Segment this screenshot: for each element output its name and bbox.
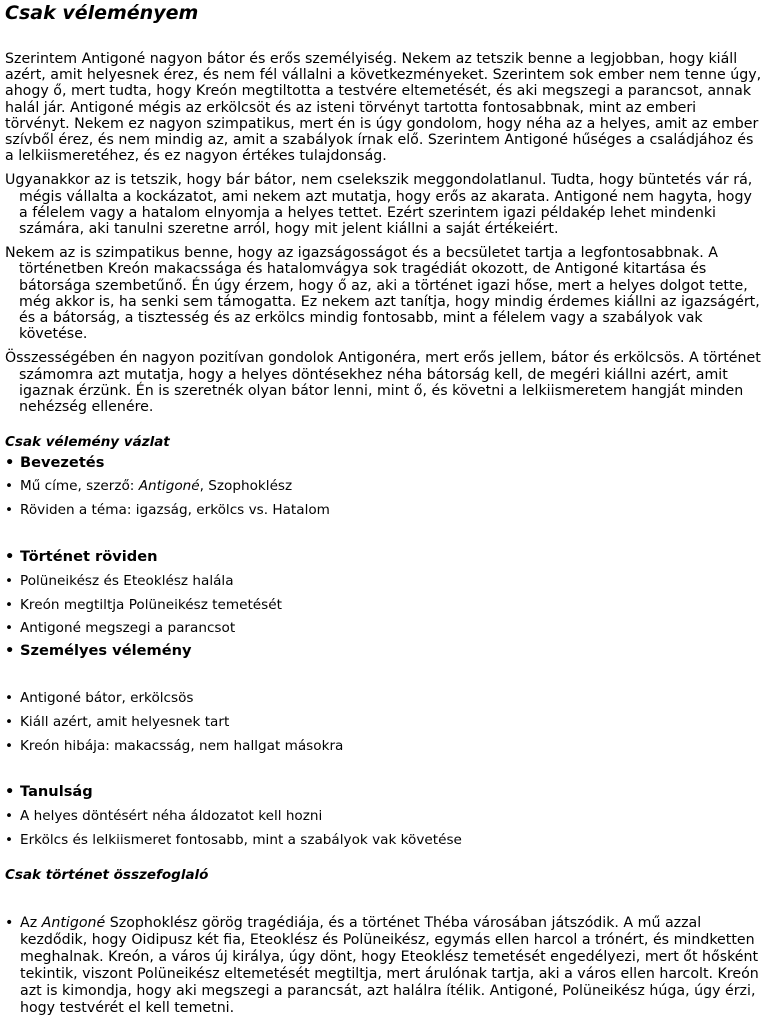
bullet-icon: • <box>5 808 14 824</box>
outline-item-label: Kiáll azért, amit helyesnek tart <box>20 714 230 730</box>
outline-item-label: Antigoné megszegi a parancsot <box>20 620 236 636</box>
outline-item-work <box>20 477 292 495</box>
summary-work-title: Antigoné <box>41 915 106 931</box>
bullet-icon: • <box>5 690 14 706</box>
summary-body: Szophoklész görög tragédiája, és a történet Thébа városában játszódik. A mű azzal kezdődik, hogy Oidipusz két fia, Eteoklész és Polüneikész, egymás ellen harcol a trónért, és mindketten meghalnak. Kreón, a város új királya, úgy dönt, hogy Eteoklész temetését engedélyezi, mert őt hősként tekintik, viszont Polüneikész eltemetését megtiltja, mert árulónak tartja, aki a város ellen harcolt. Kreón azt is kimondja, hogy aki megszegi a parancsát, azt halálra ítélik. Antigoné, Polüneikész húga, úgy érzi, hogy testvérét el kell temetni. <box>20 915 759 1016</box>
essay-paragraph: Ugyanakkor az is tetszik, hogy bár bátor, nem cselekszik meggondolatlanul. Tudta, hogy büntetés vár rá, mégis vállalta a kockázatot, ami nekem azt mutatja, hogy erős az akarata. Antigoné nem hagyta, hogy a félelem vagy a hatalom elnyomja a helyes tettet. Ezért szerintem igazi példakép lehet mindenki számára, aki tanulni szeretne arról, hogy mit jelent kiállni a saját értékeiért. <box>5 172 753 238</box>
bullet-icon: • <box>5 783 15 800</box>
bullet-icon: • <box>5 597 14 613</box>
outline-item-label: Röviden a téma: igazság, erkölcs vs. Hatalom <box>20 502 330 518</box>
bullet-icon: • <box>5 620 14 636</box>
page-title: Csak véleményem <box>5 2 199 24</box>
work-prefix: Mű címe, szerző: <box>20 478 139 494</box>
summary-text <box>20 915 763 1017</box>
bullet-icon: • <box>5 454 15 471</box>
bullet-icon: • <box>5 478 14 494</box>
outline-item-label: Kreón hibája: makacsság, nem hallgat másokra <box>20 738 344 754</box>
outline-title: Csak vélemény vázlat <box>5 434 170 450</box>
document-page <box>5 0 763 1024</box>
outline-heading-label: Bevezetés <box>20 454 105 471</box>
bullet-icon: • <box>5 738 14 754</box>
outline-item-label: Erkölcs és lelkiismeret fontosabb, mint a szabályok vak követése <box>20 832 462 848</box>
summary-prefix: Az <box>20 915 42 931</box>
bullet-icon: • <box>5 548 15 565</box>
bullet-icon: • <box>5 714 14 730</box>
essay-paragraph: Szerintem Antigoné nagyon bátor és erős személyiség. Nekem az tetszik benne a legjobban, hogy kiáll azért, amit helyesnek érez, és nem fél vállalni a következményeket. Szerintem sok ember nem tenne úgy, ahogy ő, mert tudta, hogy Kreón megtiltotta a testvére eltemetését, és aki megszegi a parancsot, annak halál jár. Antigoné mégis az erkölcsöt és az isteni törvényt tartotta fontosabbnak, mint az emberi törvényt. Nekem ez nagyon szimpatikus, mert én is úgy gondolom, hogy néha az a helyes, amit az ember szívből érez, és nem mindig az, amit a szabályok írnak elő. Szerintem Antigoné hűséges a családjához és a lelkiismeretéhez, és ez nagyon értékes tulajdonság. <box>5 51 762 165</box>
outline-heading-label: Személyes vélemény <box>20 642 192 659</box>
summary-title: Csak történet összefoglaló <box>5 867 209 883</box>
outline-heading-label: Történet röviden <box>20 548 158 565</box>
essay-paragraph: Összességében én nagyon pozitívan gondolok Antigonéra, mert erős jellem, bátor és erkölcsös. A történet számomra azt mutatja, hogy a helyes döntésekhez néha bátorság kell, de megéri kiállni azért, amit igaznak érzünk. Én is szeretnék olyan bátor lenni, mint ő, és követni a lelkiismeretem hangját minden nehézség ellenére. <box>5 350 761 416</box>
essay-paragraph: Nekem az is szimpatikus benne, hogy az igazságosságot és a becsületet tartja a legfontosabbnak. A történetben Kreón makacssága és hatalomvágya sok tragédiát okozott, de Antigoné kitartása és bátorsága szembetűnő. Én úgy érzem, hogy ő az, aki a történet igazi hőse, mert a helyes dolgot tette, még akkor is, ha senki sem támogatta. Ez nekem azt tanítja, hogy mindig érdemes kiállni az igazságért, és a bátorság, a tisztesség és az erkölcs mindig fontosabb, mint a félelem vagy a szabályok vak követése. <box>5 245 760 343</box>
outline-heading-label: Tanulság <box>20 783 93 800</box>
bullet-icon: • <box>5 502 14 518</box>
outline-item-label: Kreón megtiltja Polüneikész temetését <box>20 597 282 613</box>
outline-item-label: A helyes döntésért néha áldozatot kell hozni <box>20 808 323 824</box>
bullet-icon: • <box>5 573 14 589</box>
bullet-icon: • <box>5 642 15 659</box>
bullet-icon: • <box>5 832 14 848</box>
outline-item-label: Antigoné bátor, erkölcsös <box>20 690 194 706</box>
bullet-icon: • <box>5 915 14 931</box>
work-title: Antigoné <box>138 478 200 494</box>
opinion-essay <box>5 51 763 433</box>
work-author: , Szophoklész <box>199 478 293 494</box>
story-summary <box>5 915 763 1024</box>
outline-item-label: Polüneikész és Eteoklész halála <box>20 573 234 589</box>
